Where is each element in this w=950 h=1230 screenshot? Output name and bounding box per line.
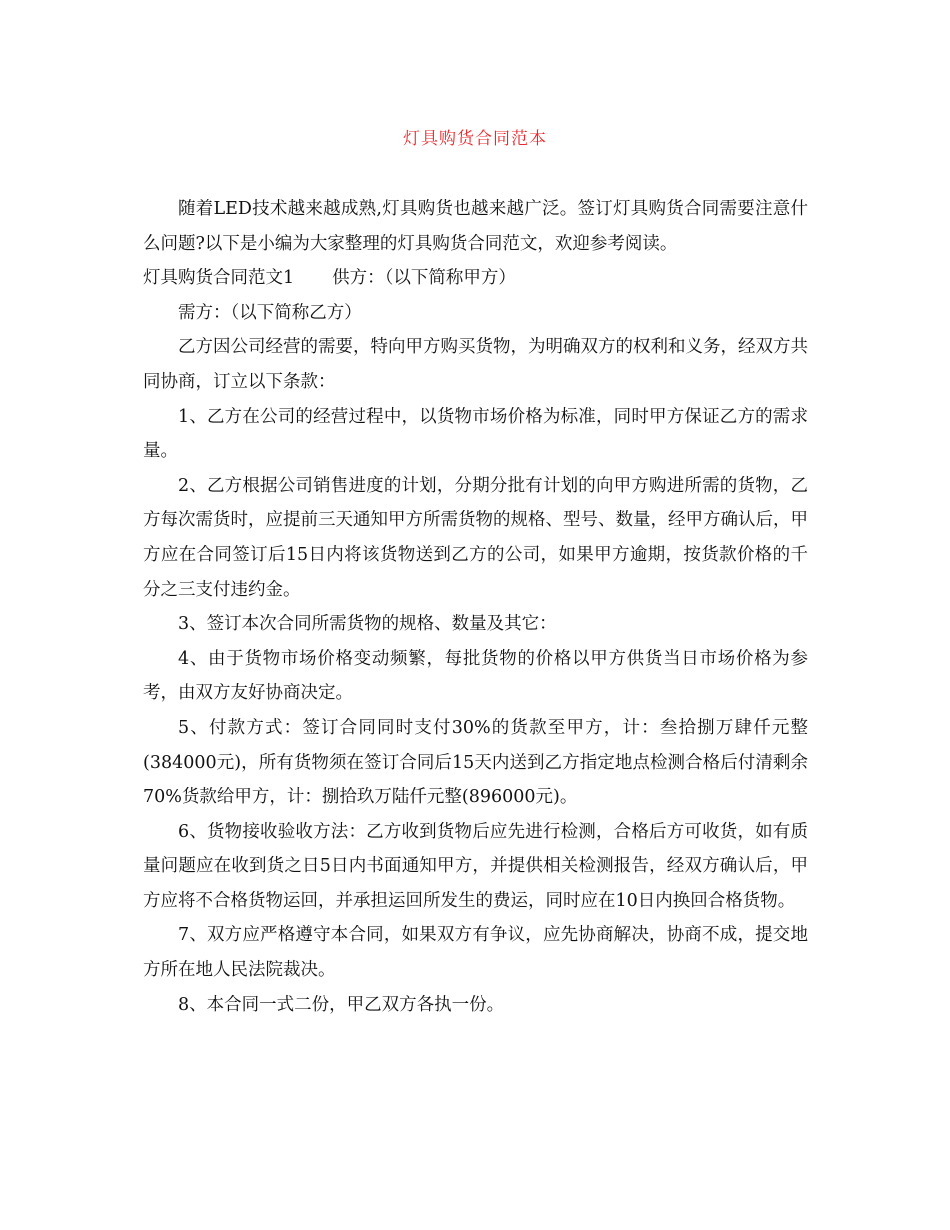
clause-3: 3、签订本次合同所需货物的规格、数量及其它： — [178, 614, 557, 635]
clause-1: 1、乙方在公司的经营过程中，以货物市场价格为标准，同时甲方保证乙方的需求量。 — [143, 406, 808, 462]
document-title: 灯具购货合同范本 — [403, 129, 547, 149]
clause-6: 6、货物接收验收方法：乙方收到货物后应先进行检测，合格后方可收货，如有质量问题应在收到货之日5日内书面通知甲方，并提供相关检测报告，经双方确认后，甲方应将不合格货物运回，并承担运回所发生的费运，同时应在10日内换回合格货物。 — [143, 821, 808, 911]
sample-heading-line — [143, 261, 808, 296]
document-body — [143, 192, 808, 1022]
clause-2: 2、乙方根据公司销售进度的计划，分期分批有计划的向甲方购进所需的货物，乙方每次需货时，应提前三天通知甲方所需货物的规格、型号、数量，经甲方确认后，甲方应在合同签订后15日内将该货物送到乙方的公司，如果甲方逾期，按货款价格的千分之三支付违约金。 — [143, 475, 808, 600]
sample-heading: 灯具购货合同范文1 — [143, 268, 295, 289]
preamble-paragraph: 乙方因公司经营的需要，特向甲方购买货物，为明确双方的权利和义务，经双方共同协商，订立以下条款： — [143, 337, 808, 392]
intro-paragraph: 随着LED技术越来越成熟,灯具购货也越来越广泛。签订灯具购货合同需要注意什么问题?以下是小编为大家整理的灯具购货合同范文，欢迎参考阅读。 — [143, 199, 808, 254]
supplier-line: 供方：（以下简称甲方） — [332, 268, 516, 289]
clause-7: 7、双方应严格遵守本合同，如果双方有争议，应先协商解决，协商不成，提交地方所在地人民法院裁决。 — [143, 925, 808, 981]
clause-4: 4、由于货物市场价格变动频繁，每批货物的价格以甲方供货当日市场价格为参考，由双方友好协商决定。 — [143, 648, 808, 704]
buyer-line: 需方：（以下简称乙方） — [178, 302, 362, 323]
clause-5: 5、付款方式：签订合同同时支付30%的货款至甲方，计：叁拾捌万肆仟元整(384000元)，所有货物须在签订合同后15天内送到乙方指定地点检测合格后付清剩余70%货款给甲方，计：捌拾玖万陆仟元整(896000元)。 — [143, 717, 808, 808]
clause-8: 8、本合同一式二份，甲乙双方各执一份。 — [178, 994, 505, 1015]
